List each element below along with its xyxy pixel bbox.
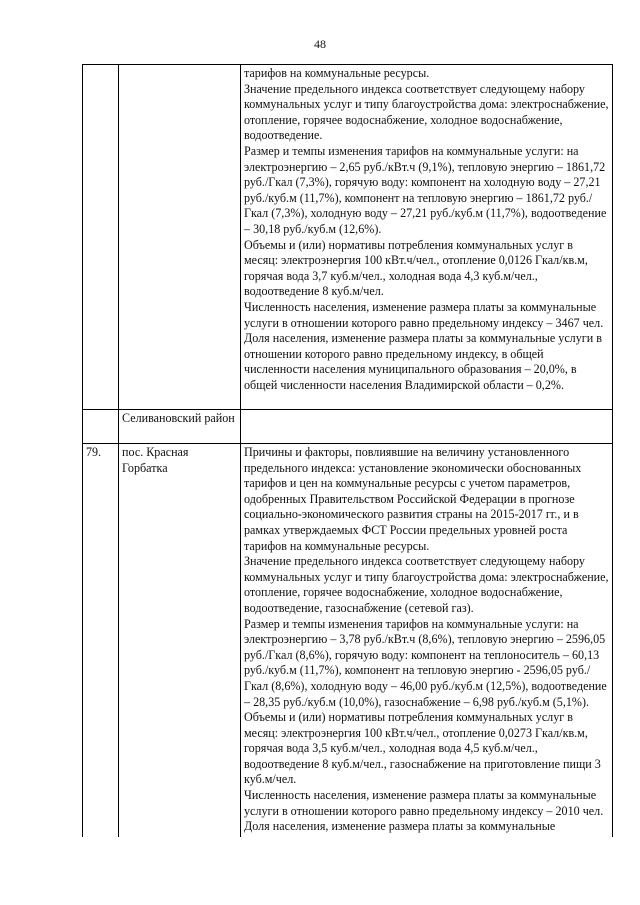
paragraph: Причины и факторы, повлиявшие на величину установленного предельного индекса: установление экономически обоснованных тарифов и цен на коммунальные ресурсы с учетом параметров, одобренных Правительством Российской Федерации в прогнозе социально-экономического развития страны на 2015-2017 гг., и в рамках утверждаемых ФСТ России предельных уровней роста тарифов на коммунальные ресурсы.: [244, 445, 582, 553]
description-cell: [241, 444, 613, 837]
paragraph: Численность населения, изменение размера платы за коммунальные услуги в отношении которого равно предельному индексу – 2010 чел.: [244, 788, 604, 818]
paragraph: Размер и темпы изменения тарифов на коммунальные услуги: на электроэнергию – 3,78 руб./кВт.ч (8,6%), тепловую энергию – 2596,05 руб./Гкал (8,6%), горячую воду: компонент на теплоноситель – 60,13 руб./куб.м (11,7%), компонент на тепловую энергию - 2596,05 руб./Гкал (8,6%), холодную воду – 46,00 руб./куб.м (12,5%), водоотведение – 28,35 руб./куб.м (10,0%), газоснабжение – 6,98 руб./куб.м (5,1%).: [244, 616, 607, 709]
locality-name: пос. Красная Горбатка: [119, 444, 241, 837]
paragraph: Доля населения, изменение размера платы за коммунальные: [244, 819, 556, 834]
row-number: 79.: [83, 444, 119, 837]
paragraph: Объемы и (или) нормативы потребления коммунальных услуг в месяц: электроэнергия 100 кВт.ч/чел., отопление 0,0273 Гкал/кв.м, горячая вода 3,5 куб.м/чел., холодная вода 4,5 куб.м/чел., водоотведение 8 куб.м/чел., газоснабжение на приготовление пищи 3 куб.м/чел.: [244, 710, 601, 787]
locality-cell: [119, 65, 241, 410]
paragraph: Размер и темпы изменения тарифов на коммунальные услуги: на электроэнергию – 2,65 руб./кВт.ч (9,1%), тепловую энергию – 1861,72 руб./Гкал (7,3%), горячую воду: компонент на холодную воду – 27,21 руб./куб.м (11,7%), компонент на тепловую энергию – 1861,72 руб./Гкал (7,3%), холодную воду – 27,21 руб./куб.м (11,7%), водоотведение – 30,18 руб./куб.м (12,6%).: [244, 143, 607, 236]
description-cell: [241, 65, 613, 410]
table-row-continuation: [83, 65, 613, 410]
district-name: Селивановский район: [119, 410, 241, 444]
paragraph: тарифов на коммунальные ресурсы.: [244, 66, 430, 80]
page-number: 48: [314, 37, 326, 51]
paragraph: Значение предельного индекса соответствует следующему набору коммунальных услуг и типу благоустройства дома: электроснабжение, отопление, горячее водоснабжение, холодное водоснабжение, водоотведение.: [244, 81, 609, 143]
description-cell: [241, 410, 613, 444]
number-cell: [83, 65, 119, 410]
paragraph: Объемы и (или) нормативы потребления коммунальных услуг в месяц: электроэнергия 100 кВт.ч/чел., отопление 0,0126 Гкал/кв.м, горячая вода 3,7 куб.м/чел., холодная вода 4,3 куб.м/чел., водоотведение 8 куб.м/чел.: [244, 237, 588, 299]
paragraph: Доля населения, изменение размера платы за коммунальные услуги в отношении которого равно предельному индексу, в общей численности населения муниципального образования – 20,0%, в общей численности населения Владимирской области – 0,2%.: [244, 331, 602, 392]
table-row-entry: [83, 444, 613, 837]
number-cell: [83, 410, 119, 444]
paragraph: Численность населения, изменение размера платы за коммунальные услуги в отношении которого равно предельному индексу – 3467 чел.: [244, 299, 604, 330]
tariff-table: [82, 64, 613, 837]
table-row-district: [83, 410, 613, 444]
paragraph: Значение предельного индекса соответствует следующему набору коммунальных услуг и типу благоустройства дома: электроснабжение, отопление, горячее водоснабжение, холодное водоснабжение, водоотведение, газоснабжение (сетевой газ).: [244, 554, 609, 615]
